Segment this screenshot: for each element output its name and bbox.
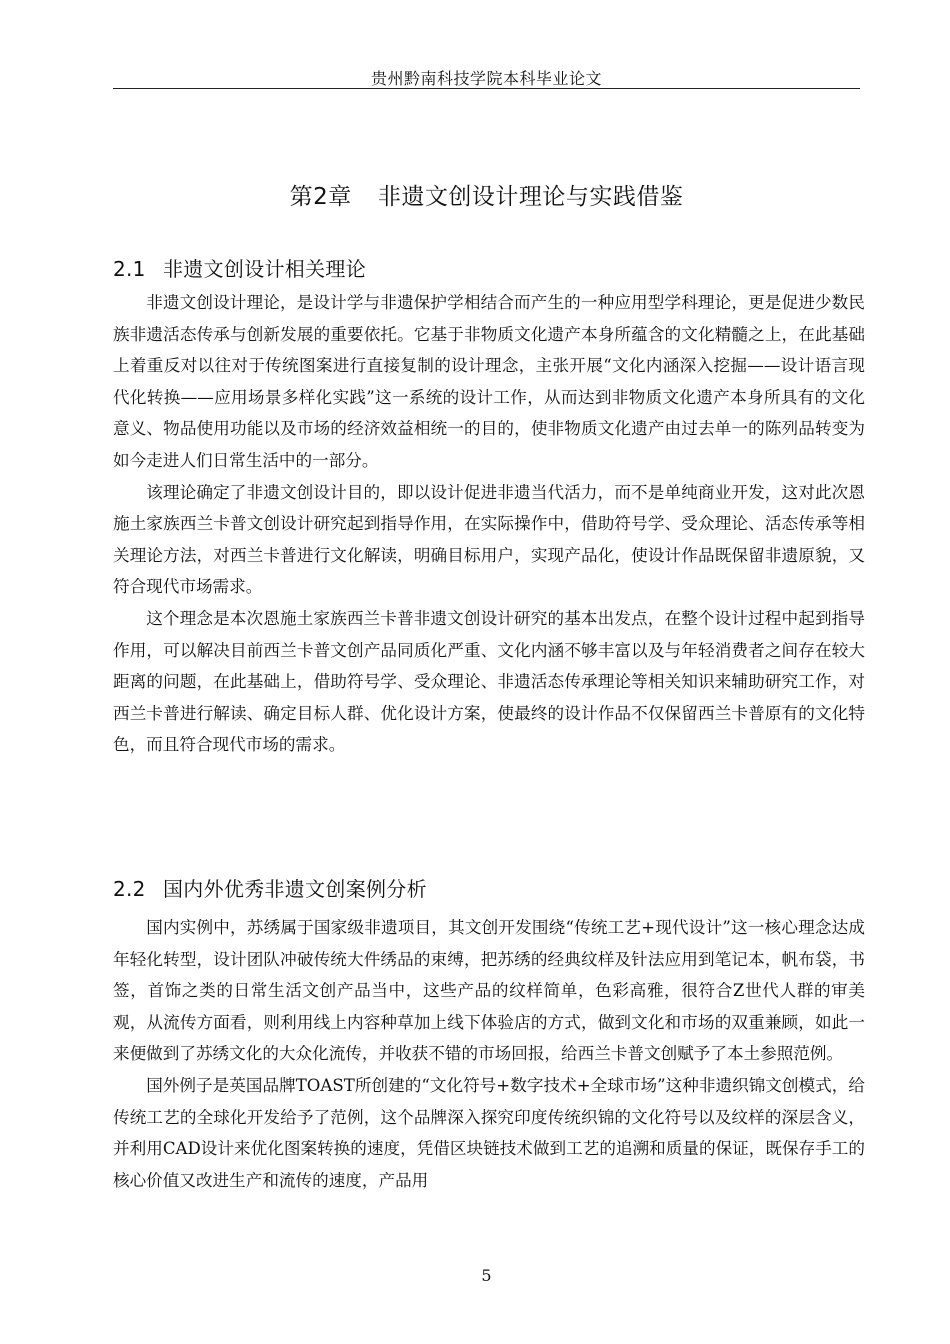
chapter-number: 第2章 (289, 184, 352, 210)
section-heading-2-1 (113, 253, 366, 282)
section-body-2-2 (113, 912, 865, 1196)
section-number: 2.2 (113, 877, 146, 901)
running-header: 贵州黔南科技学院本科毕业论文 (370, 69, 602, 88)
section-body-2-1 (113, 287, 865, 761)
header-divider (113, 88, 860, 89)
paragraph: 国外例子是英国品牌TOAST所创建的“文化符号+数字技术+全球市场”这种非遗织锦文创模式，给传统工艺的全球化开发给予了范例，这个品牌深入探究印度传统织锦的文化符号以及纹样的深层含义，并利用CAD设计来优化图案转换的速度，凭借区块链技术做到工艺的追溯和质量的保证，既保存手工的核心价值又改进生产和流传的速度，产品用 (113, 1075, 865, 1190)
section-number: 2.1 (113, 257, 146, 281)
paragraph: 该理论确定了非遗文创设计目的，即以设计促进非遗当代活力，而不是单纯商业开发，这对此次恩施土家族西兰卡普文创设计研究起到指导作用，在实际操作中，借助符号学、受众理论、活态传承等相关理论方法，对西兰卡普进行文化解读，明确目标用户，实现产品化，使设计作品既保留非遗原貌，又符合现代市场需求。 (113, 482, 865, 597)
section-title: 非遗文创设计相关理论 (163, 257, 366, 281)
paragraph: 国内实例中，苏绣属于国家级非遗项目，其文创开发围绕“传统工艺+现代设计”这一核心理念达成年轻化转型，设计团队冲破传统大件绣品的束缚，把苏绣的经典纹样及针法应用到笔记本，帆布袋，书签，首饰之类的日常生活文创产品当中，这些产品的纹样简单，色彩高雅，很符合Z世代人群的审美观，从流传方面看，则利用线上内容种草加上线下体验店的方式，做到文化和市场的双重兼顾，如此一来便做到了苏绣文化的大众化流传，并收获不错的市场回报，给西兰卡普文创赋予了本土参照范例。 (113, 918, 865, 1064)
section-heading-2-2 (113, 873, 427, 902)
page-number: 5 (481, 1266, 492, 1285)
paragraph: 这个理念是本次恩施土家族西兰卡普非遗文创设计研究的基本出发点，在整个设计过程中起到指导作用，可以解决目前西兰卡普文创产品同质化严重、文化内涵不够丰富以及与年轻消费者之间存在较大距离的问题，在此基础上，借助符号学、受众理论、非遗活态传承理论等相关知识来辅助研究工作，对西兰卡普进行解读、确定目标人群、优化设计方案，使最终的设计作品不仅保留西兰卡普原有的文化特色，而且符合现代市场的需求。 (113, 608, 865, 755)
section-title: 国内外优秀非遗文创案例分析 (163, 877, 427, 901)
chapter-title-text: 非遗文创设计理论与实践借鉴 (377, 184, 684, 210)
paragraph: 非遗文创设计理论，是设计学与非遗保护学相结合而产生的一种应用型学科理论，更是促进少数民族非遗活态传承与创新发展的重要依托。它基于非物质文化遗产本身所蕴含的文化精髓之上，在此基础上着重反对以往对于传统图案进行直接复制的设计理念，主张开展“文化内涵深入挖掘——设计语言现代化转换——应用场景多样化实践”这一系统的设计工作，从而达到非物质文化遗产本身所具有的文化意义、物品使用功能以及市场的经济效益相统一的目的，使非物质文化遗产由过去单一的陈列品转变为如今走进人们日常生活中的一部分。 (113, 293, 865, 470)
chapter-title (113, 178, 860, 211)
